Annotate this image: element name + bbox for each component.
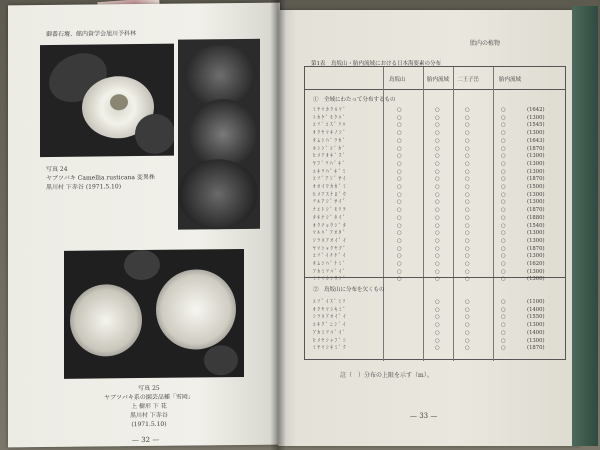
col3-marks-s1: ○ ○ ○ ○ ○ ○ ○ ○ ○ ○ ○ ○ ○ ○ ○ ○ ○ ○ ○ ○ ○ ○ ○	[465, 107, 470, 283]
col3-marks-s2: ○ ○ ○ ○ ○ ○ ○	[465, 299, 470, 352]
table-title: 第1表 鳥坂山・胎内流域における日本海要素の分布	[311, 61, 442, 67]
photo-25-caption: 写真 25 ヤブツバキ系の園芸品種「雪岡」 上 樹形 下 花 黒川村 下赤谷 (1971.5.10)	[104, 384, 194, 429]
species-list-1: ﾐ ﾔ ﾏ ｶ ｸ ﾙ ﾏ ﾞ ﾄ ｶ ｹ ﾞ ﾓ ｸ ﾊ ﾞ ｴ ｿ ﾞ ﾕ ｽ ﾞ ﾘ ﾊ ｵ ｸ ﾔ ﾏ ｷ ﾉ ｼ ﾞ ﾀ ﾑ ｼ ﾊ ﾞ ﾗ ｶ ﾞ ﾎ ﾝ ｼ ﾞ ｺ ﾞ ｶ ﾞ ﾋ ﾒ ｱ ｵ ｷ ﾞ ｽ ﾞ ﾔ ﾌ ﾞ ﾂ ﾊ ﾞ ｷ ﾞ ﾕ ｷ ﾂ ﾊ ﾞ ｷ ﾞ ﾐ ｴ ｿ ﾞ ｱ ｼ ﾞ ｻ ｲ ｵ ｵ ｲ ﾜ ｶ ｶ ﾞ ﾐ ﾋ ﾒ ｱ ｽ ﾅ ﾛ ﾞ ｳ ﾂ ﾙ ｱ ｼ ﾞ ｻ ｲ ﾞ ﾅ ｴ ﾄ ｼ ﾞ ﾓ ﾘ ﾃ ﾀ ｷ ﾅ ｼ ﾞ ﾀ ｲ ﾞ ｵ ｸ ﾁ ｮ ｳ ｼ ﾞ ﾀ ﾏ ﾙ ﾊ ﾞ ｱ ｵ ﾀ ﾞ ｼ ﾗ ﾈ ｱ ｵ ｲ ﾞ ｲ ﾔ ﾏ ｼ ｬ ｸ ﾔ ｸ ﾞ ｴ ｿ ﾞ ｲ ﾁ ｹ ﾞ ｲ ﾀ ﾑ ｼ ﾊ ﾞ ﾅ ﾐ ﾞ ｱ ｶ ﾐ ﾂ ﾊ ﾞ ｲ ﾞ ﾐ ﾔ ﾏ ｶ ﾝ ｽ ｹ ﾞ	[313, 107, 346, 283]
right-page-number: — 33 —	[410, 412, 438, 420]
counts-s2: (1100) (1400) (1550) (1300) (1400) (1300) (1870)	[527, 299, 545, 352]
species-list-2: ｴ ｿ ﾞ ｲ ｽ ﾞ ﾐ ｿ ｵ ｸ ﾔ ﾏ ｼ ｷ ﾐ ﾞ ｼ ﾗ ﾈ ｱ ｵ ｲ ﾞ ｲ ﾕ ｷ ｸ ﾞ ﾆ ｼ ﾞ ｲ ｱ ｶ ﾐ ﾂ ﾊ ﾞ ｲ ﾞ ﾋ ﾒ ﾔ ｼ ｬ ﾌ ﾞ ｼ ﾐ ﾔ ﾏ ｼ ｷ ﾐ ﾞ ｸ	[313, 299, 346, 352]
col-head-1: 鳥坂山	[389, 77, 406, 83]
right-running-head: 胎内の植物	[470, 40, 501, 47]
counts-s1: (1642) (1300) (1545) (1300) (1643) (1870) (1300) (1300) (1300) (1870) (1500) (1300) (1300) (1870) (1880) (1540) (1300) (1300) (1870) (1300) (1620) (1300) (1300)	[527, 107, 545, 283]
col4-marks-s2: ○ ○ ○ ○ ○ ○ ○	[501, 299, 506, 352]
left-page-header: 御番石壇、館内資学会旭川予科林	[46, 30, 137, 39]
section-2-heading: ② 鳥坂山に分布を欠くもの	[313, 287, 385, 293]
photo-24-tree	[178, 39, 260, 230]
photo-25-camellia	[64, 249, 244, 379]
book-cover-edge	[572, 6, 598, 446]
col2-marks-s2: ○ ○ ○ ○ ○ ○ ○	[435, 299, 440, 352]
distribution-table	[304, 61, 566, 360]
left-page-number: — 32 —	[132, 435, 160, 445]
col4-marks-s1: ○ ○ ○ ○ ○ ○ ○ ○ ○ ○ ○ ○ ○ ○ ○ ○ ○ ○ ○ ○ ○ ○ ○	[501, 107, 506, 283]
photo-24-flower	[40, 44, 174, 157]
col-head-4: 胎内流域	[499, 77, 522, 83]
page-gutter	[270, 0, 286, 450]
col1-marks-s1: ○ ○ ○ ○ ○ ○ ○ ○ ○ ○ ○ ○ ○ ○ ○ ○ ○ ○ ○ ○ ○ ○ ○	[397, 107, 402, 283]
section-1-heading: ① 全域にわたって分布するもの	[313, 97, 396, 103]
table-footnote: 註（ ）分布の上限を示す（m）。	[340, 372, 433, 379]
col-head-3: 二王子岳	[457, 77, 480, 83]
col2-marks-s1: ○ ○ ○ ○ ○ ○ ○ ○ ○ ○ ○ ○ ○ ○ ○ ○ ○ ○ ○ ○ ○ ○ ○	[435, 107, 440, 283]
col-head-2: 胎内流域	[427, 77, 450, 83]
left-page	[8, 3, 280, 448]
photo-24-caption: 写真 24 ヤブツバキ Camellia rusticana 変異株 黒川村 下赤谷 (1971.5.10)	[46, 165, 155, 192]
